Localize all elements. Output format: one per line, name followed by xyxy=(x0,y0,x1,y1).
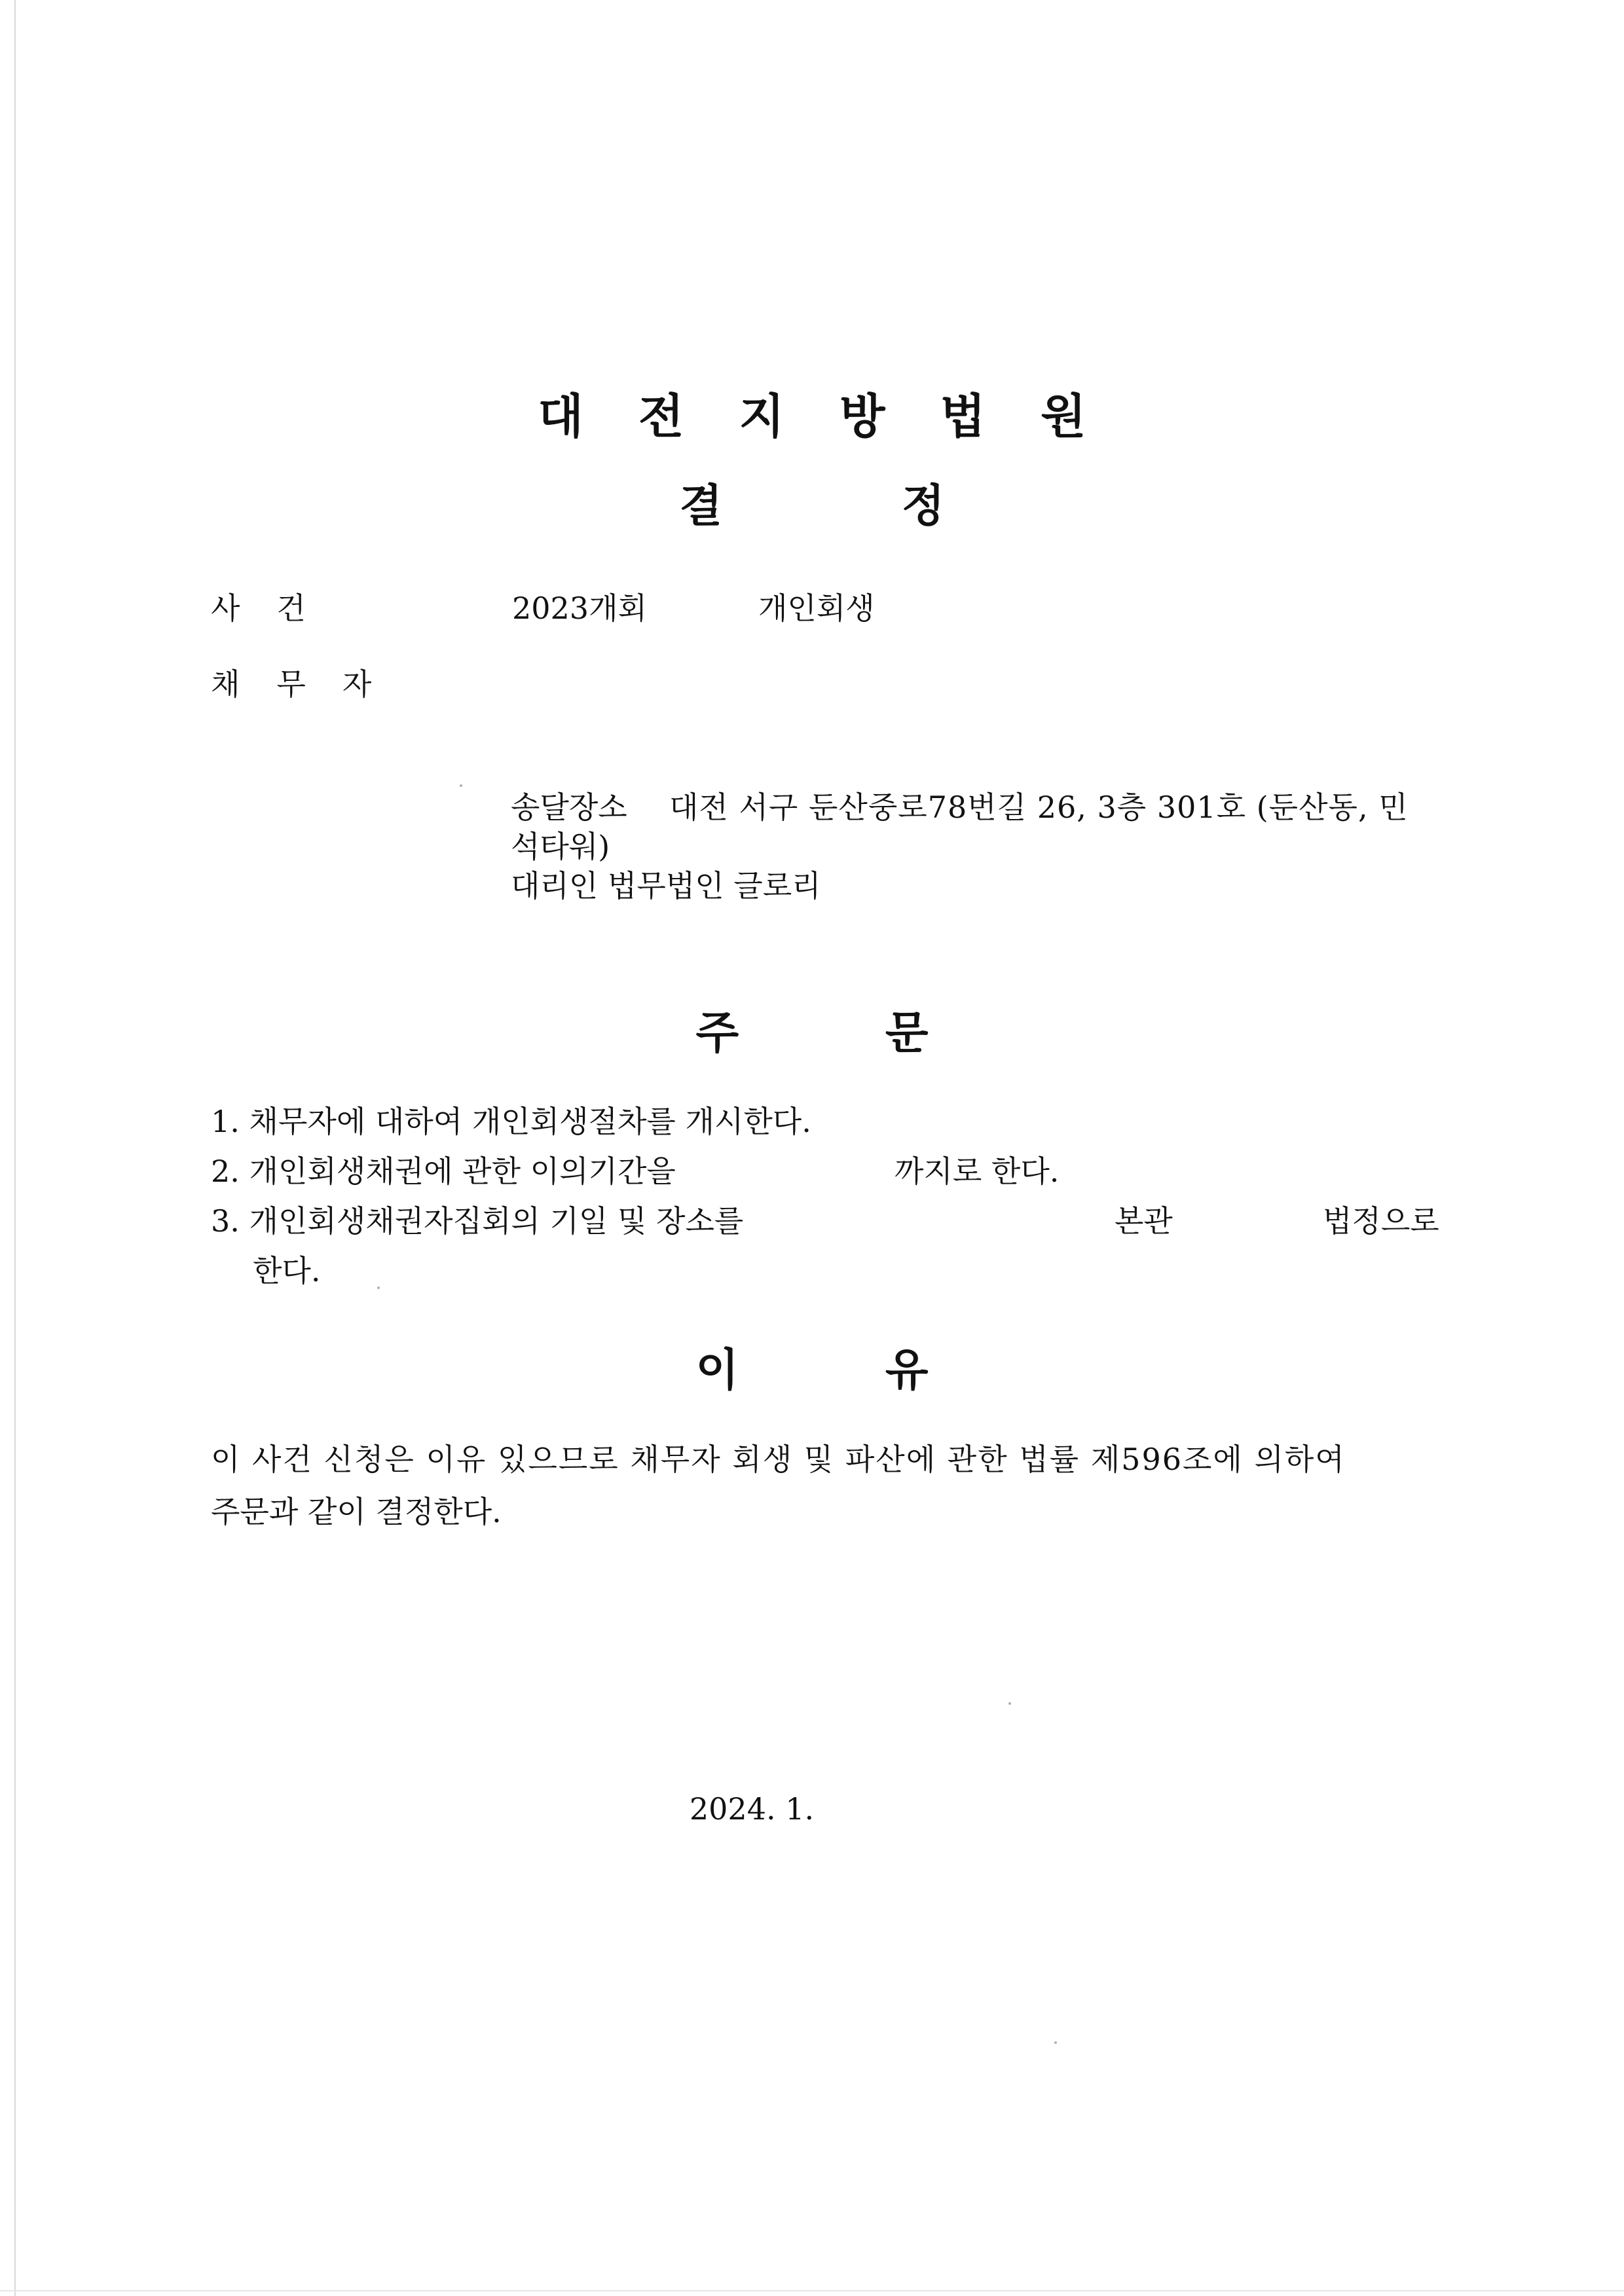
debtor-label: 채무자 xyxy=(211,666,409,702)
reason-line-2: 주문과 같이 결정한다. xyxy=(211,1494,502,1529)
scan-speck xyxy=(1054,2041,1057,2044)
case-number: 2023개회 xyxy=(512,591,647,626)
reason-line-1: 이 사건 신청은 이유 있으므로 채무자 회생 및 파산에 관한 법률 제596조에 의하여 xyxy=(211,1442,1346,1477)
order-item-2-end: 까지로 한다. xyxy=(895,1154,1060,1189)
service-address-label: 송달장소 xyxy=(511,790,627,825)
scan-speck xyxy=(460,784,462,787)
debtor-agent: 대리인 법무법인 글로리 xyxy=(511,868,821,903)
service-address: 대전 서구 둔산중로78번길 26, 3층 301호 (둔산동, 민 xyxy=(669,790,1409,825)
scan-speck xyxy=(377,1286,380,1289)
scan-edge xyxy=(14,0,16,2296)
order-item-3-end: 한다. xyxy=(253,1253,321,1288)
service-address-cont: 석타워) xyxy=(511,829,610,864)
scan-speck xyxy=(1008,1702,1011,1705)
scan-edge-bottom xyxy=(0,2290,1624,2291)
order-item-3-building: 본관 xyxy=(1115,1203,1173,1239)
case-type: 개인회생 xyxy=(758,591,875,626)
reason-title: 이 유 xyxy=(695,1345,929,1396)
order-item-3-court: 법정으로 xyxy=(1323,1203,1439,1239)
case-label: 사건 xyxy=(211,591,342,626)
decision-date: 2024. 1. xyxy=(689,1791,815,1827)
order-item-1: 1. 채무자에 대하여 개인회생절차를 개시한다. xyxy=(211,1104,811,1139)
court-name: 대전지방법원 xyxy=(538,389,1141,444)
order-item-2: 2. 개인회생채권에 관한 이의기간을 xyxy=(211,1154,676,1189)
order-item-3: 3. 개인회생채권자집회의 기일 및 장소를 xyxy=(211,1203,744,1239)
order-title: 주 문 xyxy=(695,1008,929,1059)
document-title: 결 정 xyxy=(679,481,945,532)
